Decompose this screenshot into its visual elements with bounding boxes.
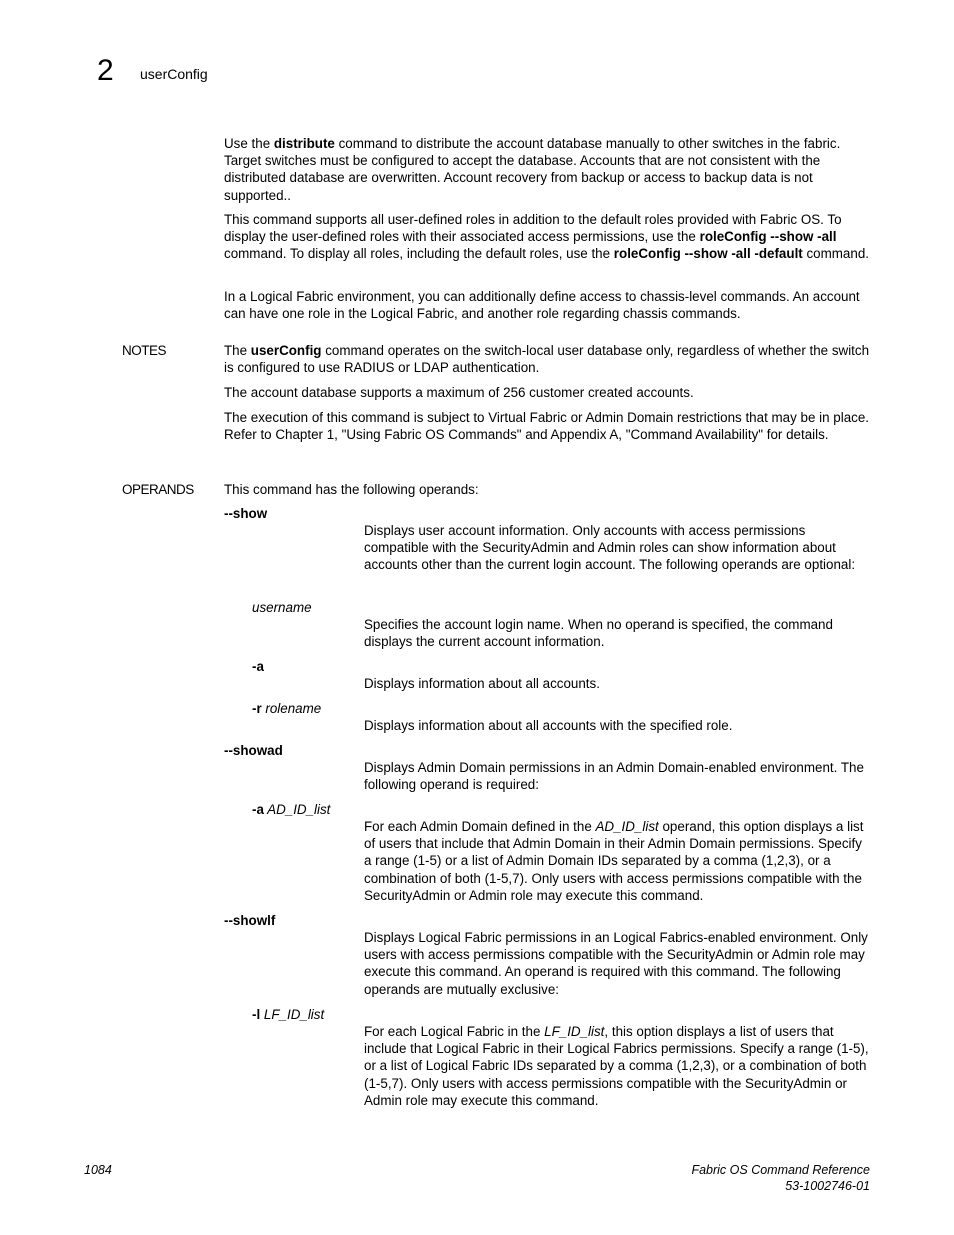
operands-intro: This command has the following operands: <box>224 482 479 497</box>
intro-paragraph-1: Use the distribute command to distribute the account database manually to other switches in the fabric. Target switches must be configured to accept the database. Accounts that are not consistent with the distributed database are overwritten. Account recovery from backup or access to backup data is not supported.. <box>224 136 841 203</box>
operand-a-ad-id-list: -a AD_ID_list <box>252 802 331 817</box>
operand-showlf: --showlf <box>224 913 276 928</box>
operand-showad-description: Displays Admin Domain permissions in an Admin Domain-enabled environment. The following operand is required: <box>364 760 864 793</box>
operand-l-lf-id-list-description: For each Logical Fabric in the LF_ID_list, this option displays a list of users that include that Logical Fabric in their Logical Fabrics permissions. Specify a range (1-5), or a list of Logical Fabric IDs separated by a comma (1,2,3), or a combination of both (1-5,7). Only users with access permissions compatible with the SecurityAdmin or Admin role may execute this command. <box>364 1024 869 1108</box>
operands-heading: OPERANDS <box>122 482 194 497</box>
intro-paragraph-2: This command supports all user-defined roles in addition to the default roles provided with Fabric OS. To display the user-defined roles with their associated access permissions, use the roleConfig --show -all command. To display all roles, including the default roles, use the roleConfig --show -all -default command. <box>224 212 869 262</box>
operand-show-description: Displays user account information. Only accounts with access permissions compatible with the SecurityAdmin and Admin roles can show information about accounts other than the current login account. The following operands are optional: <box>364 523 856 573</box>
operand-username-description: Specifies the account login name. When no operand is specified, the command displays the current account information. <box>364 617 833 650</box>
page-number: 1084 <box>84 1163 112 1177</box>
operand-l-lf-id-list: -l LF_ID_list <box>252 1007 325 1022</box>
operand-r-rolename: -r rolename <box>252 701 322 716</box>
notes-paragraph-2: The account database supports a maximum of 256 customer created accounts. <box>224 385 694 400</box>
operand-showad: --showad <box>224 743 283 758</box>
doc-number: 53-1002746-01 <box>785 1179 870 1194</box>
operand-r-description: Displays information about all accounts with the specified role. <box>364 718 733 733</box>
operand-a-ad-id-list-description: For each Admin Domain defined in the AD_ID_list operand, this option displays a list of users that include that Admin Domain in their Admin Domain permissions. Specify a range (1-5) or a list of Admin Domain IDs separated by a comma (1,2,3), or a combination of both (1-5,7). Only users with access permissions compatible with the SecurityAdmin or Admin role may execute this command. <box>364 819 864 903</box>
operand-username: username <box>252 600 312 615</box>
operand-a-description: Displays information about all accounts. <box>364 676 600 691</box>
operand-showlf-description: Displays Logical Fabric permissions in an Logical Fabrics-enabled environment. Only users with access permissions compatible with the SecurityAdmin or Admin role may execute this command. An operand is required with this command. The following operands are mutually exclusive: <box>364 930 868 997</box>
operand-show: --show <box>224 506 268 521</box>
book-title: Fabric OS Command Reference <box>691 1163 870 1177</box>
chapter-title: userConfig <box>140 66 208 82</box>
notes-paragraph-3: The execution of this command is subject to Virtual Fabric or Admin Domain restrictions that may be in place. Refer to Chapter 1, "Using Fabric OS Commands" and Appendix A, "Command Availability" for details. <box>224 410 870 443</box>
intro-paragraph-3: In a Logical Fabric environment, you can additionally define access to chassis-level commands. An account can have one role in the Logical Fabric, and another role regarding chassis commands. <box>224 289 860 322</box>
chapter-number: 2 <box>97 54 114 87</box>
notes-paragraph-1: The userConfig command operates on the switch-local user database only, regardless of whether the switch is configured to use RADIUS or LDAP authentication. <box>224 343 870 376</box>
operand-a: -a <box>252 659 264 674</box>
notes-heading: NOTES <box>122 343 167 358</box>
footer-right <box>691 1162 870 1195</box>
